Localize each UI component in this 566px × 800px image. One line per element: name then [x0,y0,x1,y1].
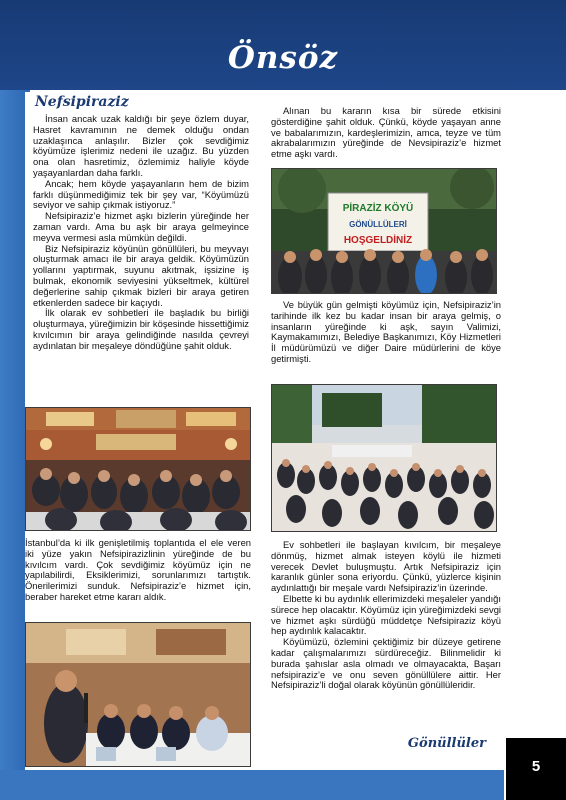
paragraph: Biz Nefsipiraziz köyünün gönüllüleri, bu meyvayı oluşturmak amacı ile bir araya geldik. Köyümüzün yollarını yaptırmak, suyunu akıtmak, işsizine iş bulmak, ekonomik seviyesini yükseltmek, kültürel değerlerine sahip çıkmak bizleri bir araya getiren etkenlerden sadece bir kaçıydı. [33,242,249,308]
paragraph: İnsan ancak uzak kaldığı bir şeye özlem duyar, Hasret kavramının ne demek olduğu ondan uzaklaşınca anlaşılır. Bizler çok sevdiğimiz köyümüze işlerimiz nedeni ile uzağız. Bu yüzden ona olan hasretimiz, özlemimiz haliyle köyde yaşayanlardan daha farklı. [33,113,249,178]
right-text-bottom [271,540,501,691]
right-column [265,92,504,770]
signature: Gönüllüler [407,736,486,751]
left-column [25,92,255,770]
page-number: 5 [531,758,541,775]
photo-banquet-hall [25,407,251,531]
photo-speaker-meeting [25,622,251,767]
left-text-top [33,114,249,352]
section-title: Nefsipiraziz [35,94,129,110]
paragraph: İlk olarak ev sohbetleri ile başladık bu birliği oluşturmaya, yüreğimizin bir köşesinde hissettiğimiz kıvılcımın bir araya gelindiğinde nasılda çevreyi aydınlatan bir meşaleye döndüğüne şahit olduk. [33,307,249,351]
paragraph: İstanbul’da ki ilk genişletilmiş toplantıda el ele veren iki yüze yakın Nefsipirazizlinin yüreğinde de bu kıvılcım vardı. Çok sevdiğimiz köyümüz için ne yapılabilirdi, Eksiklerimizi, sorunlarımızı tartıştık. Önerilerimizi sunduk. Nefsipiraziz’e hizmet için, beraber hareket etme kararı aldık. [25,537,251,602]
left-text-middle [25,538,251,603]
banner-line-1: PİRAZİZ KÖYÜ [342,203,414,214]
paragraph: Köyümüzü, özlemini çektiğimiz bir düzeye getirene kadar çalışmalarımızı sürdüreceğiz. Bilinmelidir ki burada şahıslar asla olmadı ve olmayacakta, Başarı nefsipiraziz’e ve onu seven gönüllülere aittir. Her Nefsipiraziz’li doğal olarak köyünün gönüllüleridir. [271,636,501,691]
photo-outdoor-crowd [271,384,497,532]
photo-welcome-banner [271,168,497,294]
paragraph: Alınan bu kararın kısa bir sürede etkisini gösterdiğine şahit olduk. Çünkü, köyde yaşayan anne ve babalarımızın, kardeşlerimizin, amca, teyze ve tüm akrabalarımızın yüreğinde de Nevsipiraziz’e hizmet etme aşkı vardı. [271,105,501,160]
banner-line-3: HOŞGELDİNİZ [343,235,413,246]
page-header [0,0,566,90]
paragraph: Ev sohbetleri ile başlayan kıvılcım, bir meşaleye dönmüş, hizmet almak isteyen köylü ile hizmeti verecek Devlet buluşmuştu. Artık Nefsipiraziz için karanlık günler sona eriyordu. Çünkü, yüzlerce kişinin aydınlattığı bir meşale vardı Nefsipiraziz’in üzerinde. [271,539,501,594]
paragraph: Elbette ki bu aydınlık ellerimizdeki meşaleler yandığı sürece hep olacaktır. Köyümüz için yüreğimizdeki sevgi ve hizmet aşkı sürdüğü müddetçe Nefsipiraziz köyü hep aydınlık kalacaktır. [271,592,501,637]
page-number-box [506,738,566,800]
page-title: Önsöz [227,40,339,76]
paragraph: Ve büyük gün gelmişti köyümüz için, Nefsipiraziz’in tarihinde ilk kez bu kadar insan bir araya gelmiş, o insanların yüreğinde ki aşk, sayın Valimizi, Kaymakamımızı, Belediye Başkanımızı, Köy Hizmetleri İl müdürümüzü ve diğer Daire müdürlerini de köye getirmişti. [271,299,501,364]
right-text-top [271,106,501,160]
banner-line-2: GÖNÜLLÜLERİ [349,220,407,229]
bottom-decorative-band [0,770,504,800]
right-text-middle [271,300,501,365]
paragraph: Nefsipiraziz’e hizmet aşkı bizlerin yüreğinde her zaman vardı. Ama bu aşk bir araya gelmeyince meyva vermesi asla mümkün değildi. [33,210,249,243]
paragraph: Ancak; hem köyde yaşayanların hem de bizim farklı düşünmediğimiz tek bir şey var, “Köyümüzü seviyor ve sahip çıkmak istiyoruz.” [33,177,249,211]
